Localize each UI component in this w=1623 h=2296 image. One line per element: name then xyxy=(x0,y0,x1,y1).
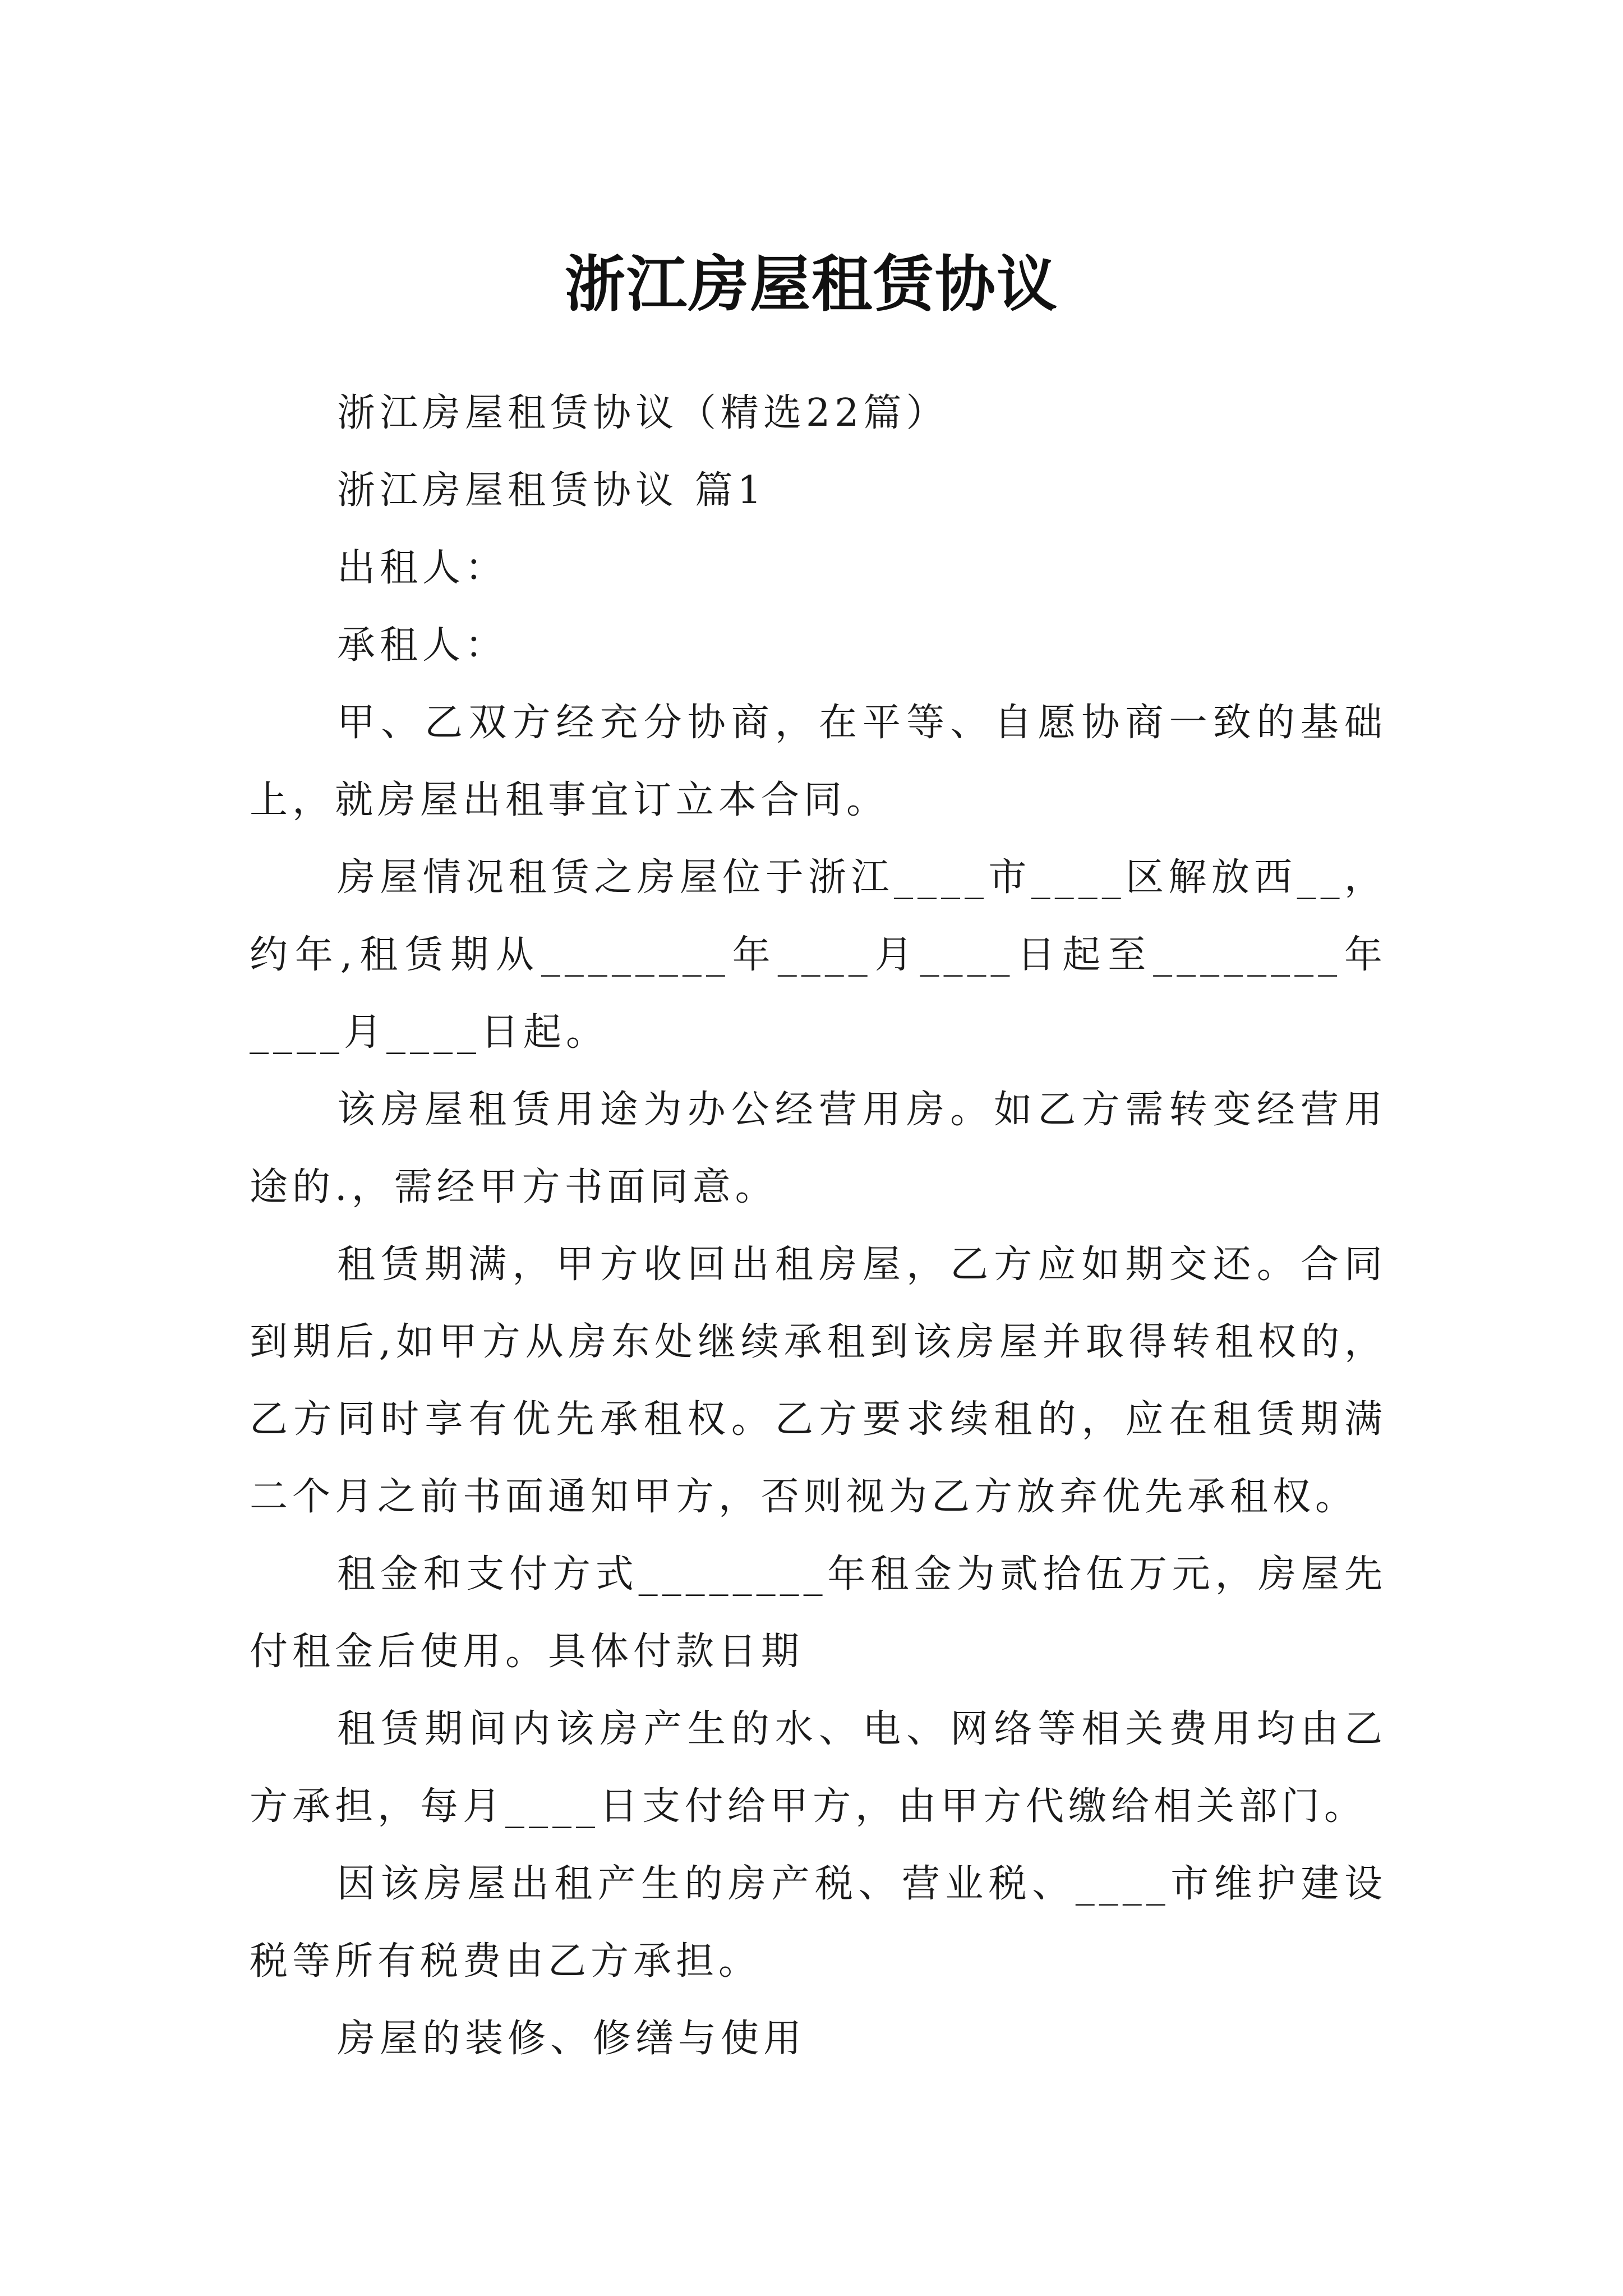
paragraph-expiry: 租赁期满，甲方收回出租房屋，乙方应如期交还。合同到期后,如甲方从房东处继续承租到该房屋并取得转租权的，乙方同时享有优先承租权。乙方要求续租的，应在租赁期满二个月之前书面通知甲方，否则视为乙方放弃优先承租权。 xyxy=(250,1243,1387,1519)
paragraph-usage: 该房屋租赁用途为办公经营用房。如乙方需转变经营用途的.，需经甲方书面同意。 xyxy=(250,1088,1387,1209)
paragraph-lessee: 承租人： xyxy=(337,623,508,668)
document-body xyxy=(250,375,1387,2078)
paragraph-property-info: 房屋情况租赁之房屋位于浙江____市____区解放西__，约年,租赁期从________年____月____日起至________年____月____日起。 xyxy=(250,855,1387,1055)
paragraph-section-heading: 浙江房屋租赁协议 篇1 xyxy=(337,468,766,513)
paragraph-preamble: 甲、乙双方经充分协商，在平等、自愿协商一致的基础上，就房屋出租事宜订立本合同。 xyxy=(250,701,1387,822)
paragraph-rent-payment: 租金和支付方式________年租金为贰拾伍万元，房屋先付租金后使用。具体付款日期 xyxy=(250,1552,1387,1674)
paragraph-utilities: 租赁期间内该房产生的水、电、网络等相关费用均由乙方承担，每月____日支付给甲方，由甲方代缴给相关部门。 xyxy=(250,1707,1387,1829)
paragraph-lessor: 出租人： xyxy=(337,546,508,590)
document-title: 浙江房屋租赁协议 xyxy=(564,249,1058,320)
paragraph-taxes: 因该房屋出租产生的房产税、营业税、____市维护建设税等所有税费由乙方承担。 xyxy=(250,1862,1387,1984)
paragraph-subtitle: 浙江房屋租赁协议（精选22篇） xyxy=(337,391,949,435)
paragraph-renovation-heading: 房屋的装修、修缮与使用 xyxy=(337,2017,806,2061)
